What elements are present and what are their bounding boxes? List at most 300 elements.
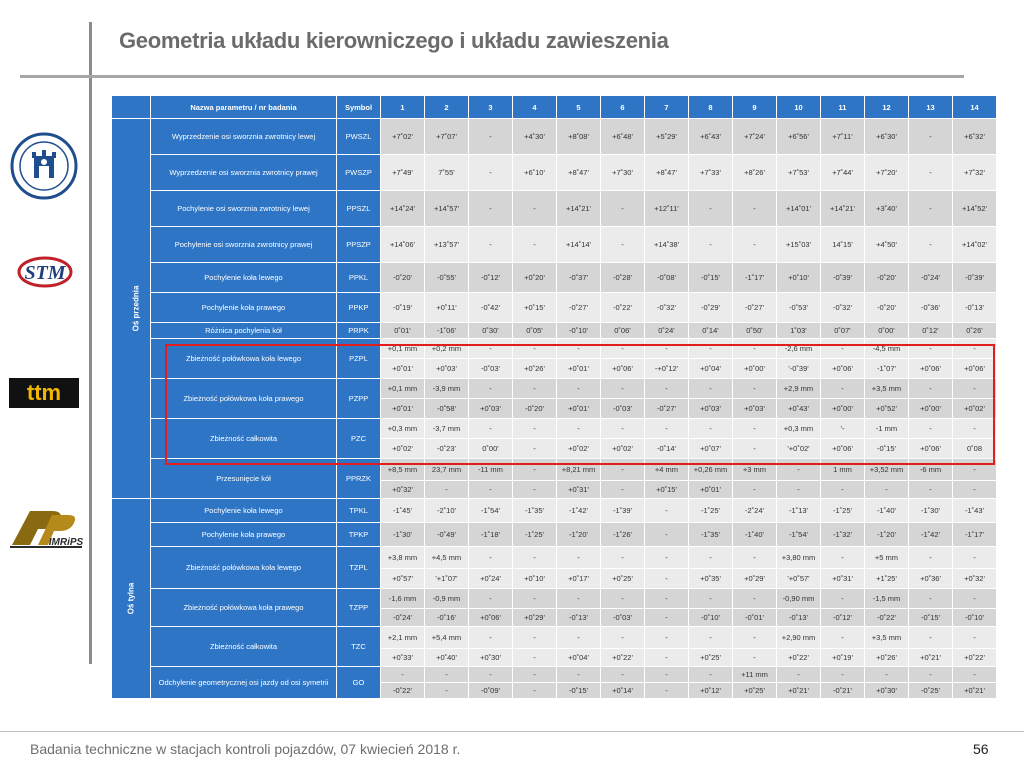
value-cell-angle: +0˚06': [821, 439, 865, 459]
value-cell: +14˚57': [425, 191, 469, 227]
value-cell-angle: -0˚22': [865, 609, 909, 627]
value-cell-angle: -: [425, 481, 469, 499]
value-cell-angle: -: [469, 481, 513, 499]
value-cell: -1˚32': [821, 523, 865, 547]
value-cell: -: [909, 379, 953, 399]
value-cell-angle: '+0˚57': [777, 569, 821, 589]
value-cell: -2˚10': [425, 499, 469, 523]
axis-label-text: Oś tylna: [126, 582, 136, 615]
value-cell: -: [645, 499, 689, 523]
imrips-logo-text: IMRiPS: [48, 537, 84, 548]
table-row: [112, 293, 997, 323]
value-cell-angle: +0˚00': [909, 399, 953, 419]
value-cell-angle: +0˚29': [733, 569, 777, 589]
value-cell-angle: -: [645, 609, 689, 627]
value-cell: -: [777, 667, 821, 683]
value-cell: -: [469, 667, 513, 683]
value-cell-angle: +0˚06': [601, 359, 645, 379]
value-cell: -0˚08': [645, 263, 689, 293]
value-cell-angle: +0˚04': [689, 359, 733, 379]
table-row: [112, 339, 997, 359]
axis-label-text: Oś przednia: [131, 285, 141, 332]
value-cell: +14˚01': [777, 191, 821, 227]
value-cell: -1˚26': [601, 523, 645, 547]
value-cell: -: [469, 379, 513, 399]
value-cell-angle: -: [733, 649, 777, 667]
value-cell: +6˚48': [601, 119, 645, 155]
parameter-symbol: TZPP: [337, 589, 381, 627]
parameter-name: Zbieżność połówkowa koła prawego: [151, 379, 337, 419]
value-cell-angle: +0˚06': [469, 609, 513, 627]
value-cell-angle: +0˚02': [601, 439, 645, 459]
header-test-12: 12: [865, 96, 909, 119]
value-cell-angle: +0˚06': [821, 359, 865, 379]
value-cell: 0˚14': [689, 323, 733, 339]
value-cell-angle: -: [909, 481, 953, 499]
value-cell: -: [953, 589, 997, 609]
value-cell: -0˚24': [909, 263, 953, 293]
header-test-2: 2: [425, 96, 469, 119]
value-cell: 0˚12': [909, 323, 953, 339]
value-cell: -1˚35': [513, 499, 557, 523]
parameter-symbol: PPKP: [337, 293, 381, 323]
value-cell: -: [513, 191, 557, 227]
value-cell: -1˚17': [733, 263, 777, 293]
value-cell: -4,5 mm: [865, 339, 909, 359]
footer-divider: [0, 731, 1024, 732]
axis-label-rear: [112, 499, 151, 699]
value-cell-angle: -: [865, 481, 909, 499]
value-cell: -0˚29': [689, 293, 733, 323]
value-cell-angle: +0˚31': [557, 481, 601, 499]
value-cell: -1˚25': [513, 523, 557, 547]
value-cell-angle: +0˚43': [777, 399, 821, 419]
value-cell-angle: 0˚00': [469, 439, 513, 459]
value-cell: -1,6 mm: [381, 589, 425, 609]
value-cell: +8˚47': [645, 155, 689, 191]
value-cell-angle: +0˚02': [557, 439, 601, 459]
value-cell: -: [557, 547, 601, 569]
value-cell: -: [645, 339, 689, 359]
value-cell: 1˚03': [777, 323, 821, 339]
value-cell: -: [689, 227, 733, 263]
value-cell: '-: [821, 419, 865, 439]
parameter-name: Odchylenie geometrycznej osi jazdy od osi symetrii: [151, 667, 337, 699]
value-cell: -: [909, 419, 953, 439]
value-cell: -: [557, 419, 601, 439]
parameter-symbol: PWSZP: [337, 155, 381, 191]
value-cell: +0˚11': [425, 293, 469, 323]
value-cell-angle: +0˚01': [557, 399, 601, 419]
table-row: [112, 119, 997, 155]
value-cell-angle: -0˚03': [601, 399, 645, 419]
value-cell: -: [909, 339, 953, 359]
value-cell-angle: +0˚01': [557, 359, 601, 379]
value-cell: 0˚05': [513, 323, 557, 339]
parameter-symbol: PZPL: [337, 339, 381, 379]
value-cell: +0,2 mm: [425, 339, 469, 359]
parameter-name: Pochylenie koła lewego: [151, 263, 337, 293]
value-cell-angle: -0˚03': [469, 359, 513, 379]
value-cell: -: [733, 227, 777, 263]
value-cell: -: [645, 419, 689, 439]
value-cell: -1˚20': [865, 523, 909, 547]
value-cell: -0˚20': [381, 263, 425, 293]
header-test-7: 7: [645, 96, 689, 119]
value-cell-angle: +0˚21': [953, 683, 997, 699]
value-cell: -0˚10': [557, 323, 601, 339]
value-cell: +3˚40': [865, 191, 909, 227]
table-body: [112, 119, 997, 699]
header-test-1: 1: [381, 96, 425, 119]
value-cell-angle: +0˚00': [821, 399, 865, 419]
value-cell: +6˚30': [865, 119, 909, 155]
value-cell-angle: +0˚35': [689, 569, 733, 589]
value-cell-angle: +0˚25': [601, 569, 645, 589]
value-cell-angle: -: [513, 439, 557, 459]
value-cell-angle: '-0˚39': [777, 359, 821, 379]
value-cell: -: [733, 589, 777, 609]
value-cell: -: [513, 459, 557, 481]
value-cell-angle: +0˚40': [425, 649, 469, 667]
value-cell: +5 mm: [865, 547, 909, 569]
value-cell: -: [469, 191, 513, 227]
value-cell-angle: -: [601, 481, 645, 499]
value-cell-angle: -0˚15': [865, 439, 909, 459]
table-row: [112, 263, 997, 293]
value-cell: -0,90 mm: [777, 589, 821, 609]
value-cell: -: [513, 547, 557, 569]
value-cell-angle: +0˚30': [469, 649, 513, 667]
value-cell: 7˚55': [425, 155, 469, 191]
value-cell-angle: +0˚03': [689, 399, 733, 419]
value-cell: -: [953, 667, 997, 683]
value-cell-angle: +0˚22': [953, 649, 997, 667]
value-cell: -: [953, 547, 997, 569]
value-cell: -0˚27': [733, 293, 777, 323]
header-test-5: 5: [557, 96, 601, 119]
value-cell: +3,5 mm: [865, 627, 909, 649]
value-cell: -: [689, 419, 733, 439]
value-cell: -: [557, 667, 601, 683]
value-cell-angle: -: [645, 683, 689, 699]
value-cell: 0˚07': [821, 323, 865, 339]
value-cell: -0˚55': [425, 263, 469, 293]
value-cell: -1˚40': [733, 523, 777, 547]
value-cell: -0˚49': [425, 523, 469, 547]
value-cell: -1˚42': [909, 523, 953, 547]
parameter-symbol: PZPP: [337, 379, 381, 419]
value-cell-angle: +0˚06': [909, 439, 953, 459]
value-cell: -0˚28': [601, 263, 645, 293]
parameter-name: Zbieżność całkowita: [151, 419, 337, 459]
ttm-logo: [9, 378, 79, 408]
value-cell: +0˚20': [513, 263, 557, 293]
value-cell: -: [821, 667, 865, 683]
value-cell: -: [689, 379, 733, 399]
parameter-name: Zbieżność całkowita: [151, 627, 337, 667]
value-cell: +0,1 mm: [381, 339, 425, 359]
value-cell: -1˚20': [557, 523, 601, 547]
value-cell-angle: -0˚23': [425, 439, 469, 459]
value-cell-angle: +0˚30': [865, 683, 909, 699]
table-row: [112, 419, 997, 439]
table-row: [112, 227, 997, 263]
value-cell: -: [909, 155, 953, 191]
value-cell: 14˚15': [821, 227, 865, 263]
value-cell: +7˚32': [953, 155, 997, 191]
value-cell: -0˚42': [469, 293, 513, 323]
value-cell: -1˚42': [557, 499, 601, 523]
value-cell: -: [469, 119, 513, 155]
value-cell: -: [865, 667, 909, 683]
value-cell: -: [689, 667, 733, 683]
value-cell-angle: +0˚06': [953, 359, 997, 379]
stm-logo: [15, 250, 75, 294]
slide-title: Geometria układu kierowniczego i układu zawieszenia: [119, 28, 669, 53]
value-cell-angle: +0˚12': [689, 683, 733, 699]
value-cell: -: [689, 589, 733, 609]
value-cell: -: [909, 119, 953, 155]
value-cell-angle: -: [953, 481, 997, 499]
value-cell-angle: +0˚02': [953, 399, 997, 419]
value-cell: -: [953, 379, 997, 399]
value-cell: -: [645, 547, 689, 569]
value-cell-angle: -0˚22': [381, 683, 425, 699]
value-cell: +4˚50': [865, 227, 909, 263]
value-cell: -0˚39': [953, 263, 997, 293]
value-cell: -: [513, 419, 557, 439]
parameter-symbol: PPSZL: [337, 191, 381, 227]
value-cell-angle: +0˚01': [381, 359, 425, 379]
header-test-6: 6: [601, 96, 645, 119]
axis-label-front: [112, 119, 151, 499]
value-cell-angle: +0˚01': [381, 399, 425, 419]
parameter-name: Przesunięcie kół: [151, 459, 337, 499]
parameter-symbol: TPKP: [337, 523, 381, 547]
value-cell: +13˚57': [425, 227, 469, 263]
value-cell: -1˚06': [425, 323, 469, 339]
value-cell-angle: +0˚22': [777, 649, 821, 667]
value-cell-angle: -0˚15': [557, 683, 601, 699]
value-cell-angle: +0˚31': [821, 569, 865, 589]
value-cell: -1,5 mm: [865, 589, 909, 609]
value-cell: +2,9 mm: [777, 379, 821, 399]
value-cell: +0,3 mm: [381, 419, 425, 439]
value-cell-angle: -+0˚12': [645, 359, 689, 379]
value-cell-angle: +0˚03': [469, 399, 513, 419]
value-cell: -: [513, 379, 557, 399]
value-cell: +4 mm: [645, 459, 689, 481]
parameter-symbol: TPKL: [337, 499, 381, 523]
value-cell-angle: -1˚07': [865, 359, 909, 379]
value-cell-angle: +1˚25': [865, 569, 909, 589]
value-cell-angle: -: [513, 683, 557, 699]
value-cell: -: [689, 339, 733, 359]
header-test-11: 11: [821, 96, 865, 119]
value-cell-angle: +0˚52': [865, 399, 909, 419]
parameter-symbol: PPSZP: [337, 227, 381, 263]
value-cell-angle: -: [733, 481, 777, 499]
value-cell: -11 mm: [469, 459, 513, 481]
value-cell: 1 mm: [821, 459, 865, 481]
value-cell: +0,26 mm: [689, 459, 733, 481]
value-cell: -: [909, 547, 953, 569]
value-cell: -: [645, 627, 689, 649]
value-cell: +8˚26': [733, 155, 777, 191]
parameter-name: Zbieżność połówkowa koła lewego: [151, 547, 337, 589]
value-cell-angle: -: [645, 649, 689, 667]
value-cell: +2,90 mm: [777, 627, 821, 649]
value-cell: +0,3 mm: [777, 419, 821, 439]
value-cell: -: [469, 339, 513, 359]
value-cell: -: [557, 339, 601, 359]
value-cell: +12˚11': [645, 191, 689, 227]
value-cell: +8˚08': [557, 119, 601, 155]
value-cell: -: [909, 191, 953, 227]
value-cell: -0˚53': [777, 293, 821, 323]
value-cell: +3,80 mm: [777, 547, 821, 569]
value-cell: -: [821, 627, 865, 649]
value-cell: +5˚29': [645, 119, 689, 155]
header-blank: [112, 96, 151, 119]
table-row: [112, 547, 997, 569]
value-cell: -: [601, 419, 645, 439]
table-row: [112, 379, 997, 399]
table-row: [112, 323, 997, 339]
value-cell: -: [469, 155, 513, 191]
table-row: [112, 627, 997, 649]
value-cell-angle: -0˚09': [469, 683, 513, 699]
value-cell: -: [645, 379, 689, 399]
value-cell: -: [909, 627, 953, 649]
parameter-symbol: PZC: [337, 419, 381, 459]
value-cell: +3,8 mm: [381, 547, 425, 569]
value-cell: -: [557, 627, 601, 649]
value-cell-angle: -: [777, 481, 821, 499]
header-test-13: 13: [909, 96, 953, 119]
value-cell-angle: +0˚01': [689, 481, 733, 499]
value-cell: -: [821, 339, 865, 359]
value-cell-angle: +0˚07': [689, 439, 733, 459]
value-cell: -1˚30': [909, 499, 953, 523]
value-cell: -: [425, 667, 469, 683]
value-cell: -0˚27': [557, 293, 601, 323]
imrips-logo: [8, 505, 84, 549]
parameter-name: Pochylenie koła prawego: [151, 523, 337, 547]
value-cell: +7˚20': [865, 155, 909, 191]
value-cell-angle: +0˚22': [601, 649, 645, 667]
value-cell: +7˚53': [777, 155, 821, 191]
value-cell: +7˚33': [689, 155, 733, 191]
vertical-divider: [89, 22, 92, 664]
value-cell: -0˚19': [381, 293, 425, 323]
value-cell: +0,1 mm: [381, 379, 425, 399]
header-name: Nazwa parametru / nr badania: [151, 96, 337, 119]
value-cell-angle: '+0˚02': [777, 439, 821, 459]
value-cell: -1˚25': [821, 499, 865, 523]
value-cell: -1˚40': [865, 499, 909, 523]
value-cell-angle: -0˚15': [909, 609, 953, 627]
value-cell: -0˚37': [557, 263, 601, 293]
value-cell: -0˚13': [953, 293, 997, 323]
value-cell: -2,6 mm: [777, 339, 821, 359]
parameter-name: Wyprzedzenie osi sworznia zwrotnicy prawej: [151, 155, 337, 191]
value-cell-angle: -: [513, 649, 557, 667]
value-cell: 23,7 mm: [425, 459, 469, 481]
value-cell-angle: +0˚14': [601, 683, 645, 699]
value-cell: -: [513, 667, 557, 683]
value-cell: +2,1 mm: [381, 627, 425, 649]
value-cell: -: [513, 627, 557, 649]
value-cell-angle: +0˚24': [469, 569, 513, 589]
value-cell: -: [909, 589, 953, 609]
value-cell-angle: +0˚04': [557, 649, 601, 667]
value-cell: -: [689, 627, 733, 649]
value-cell: -: [953, 339, 997, 359]
value-cell-angle: +0˚03': [733, 399, 777, 419]
value-cell-angle: +0˚21': [909, 649, 953, 667]
value-cell: 0˚00': [865, 323, 909, 339]
value-cell: -1˚54': [469, 499, 513, 523]
value-cell: -: [953, 419, 997, 439]
parameter-name: Wyprzedzenie osi sworznia zwrotnicy lewej: [151, 119, 337, 155]
table-row: [112, 459, 997, 481]
value-cell-angle: +0˚25': [689, 649, 733, 667]
value-cell-angle: +0˚15': [645, 481, 689, 499]
parameter-symbol: PRPK: [337, 323, 381, 339]
value-cell-angle: +0˚36': [909, 569, 953, 589]
value-cell: -: [689, 191, 733, 227]
value-cell: -: [645, 667, 689, 683]
value-cell: -: [821, 589, 865, 609]
value-cell: -: [601, 667, 645, 683]
value-cell: +14˚38': [645, 227, 689, 263]
value-cell: -1 mm: [865, 419, 909, 439]
parameter-symbol: PWSZL: [337, 119, 381, 155]
value-cell: -: [821, 547, 865, 569]
value-cell: -: [601, 589, 645, 609]
value-cell-angle: -0˚27': [645, 399, 689, 419]
value-cell-angle: -0˚12': [821, 609, 865, 627]
table-row: [112, 589, 997, 609]
value-cell: -: [733, 419, 777, 439]
table-row: [112, 523, 997, 547]
value-cell: -: [469, 547, 513, 569]
geometry-table: [111, 95, 997, 699]
value-cell: +3 mm: [733, 459, 777, 481]
value-cell: +3,5 mm: [865, 379, 909, 399]
value-cell: +15˚03': [777, 227, 821, 263]
value-cell: +7˚44': [821, 155, 865, 191]
value-cell: -: [601, 547, 645, 569]
value-cell: +14˚24': [381, 191, 425, 227]
value-cell-angle: +0˚29': [513, 609, 557, 627]
value-cell: -0˚15': [689, 263, 733, 293]
header-test-4: 4: [513, 96, 557, 119]
value-cell: 0˚24': [645, 323, 689, 339]
value-cell: +6˚32': [953, 119, 997, 155]
value-cell-angle: +0˚26': [865, 649, 909, 667]
value-cell: +8˚47': [557, 155, 601, 191]
value-cell-angle: -0˚16': [425, 609, 469, 627]
value-cell: -: [513, 589, 557, 609]
value-cell: -1˚30': [381, 523, 425, 547]
value-cell: 0˚06': [601, 323, 645, 339]
value-cell-angle: +0˚10': [513, 569, 557, 589]
value-cell-angle: -0˚10': [953, 609, 997, 627]
value-cell: -1˚25': [689, 499, 733, 523]
